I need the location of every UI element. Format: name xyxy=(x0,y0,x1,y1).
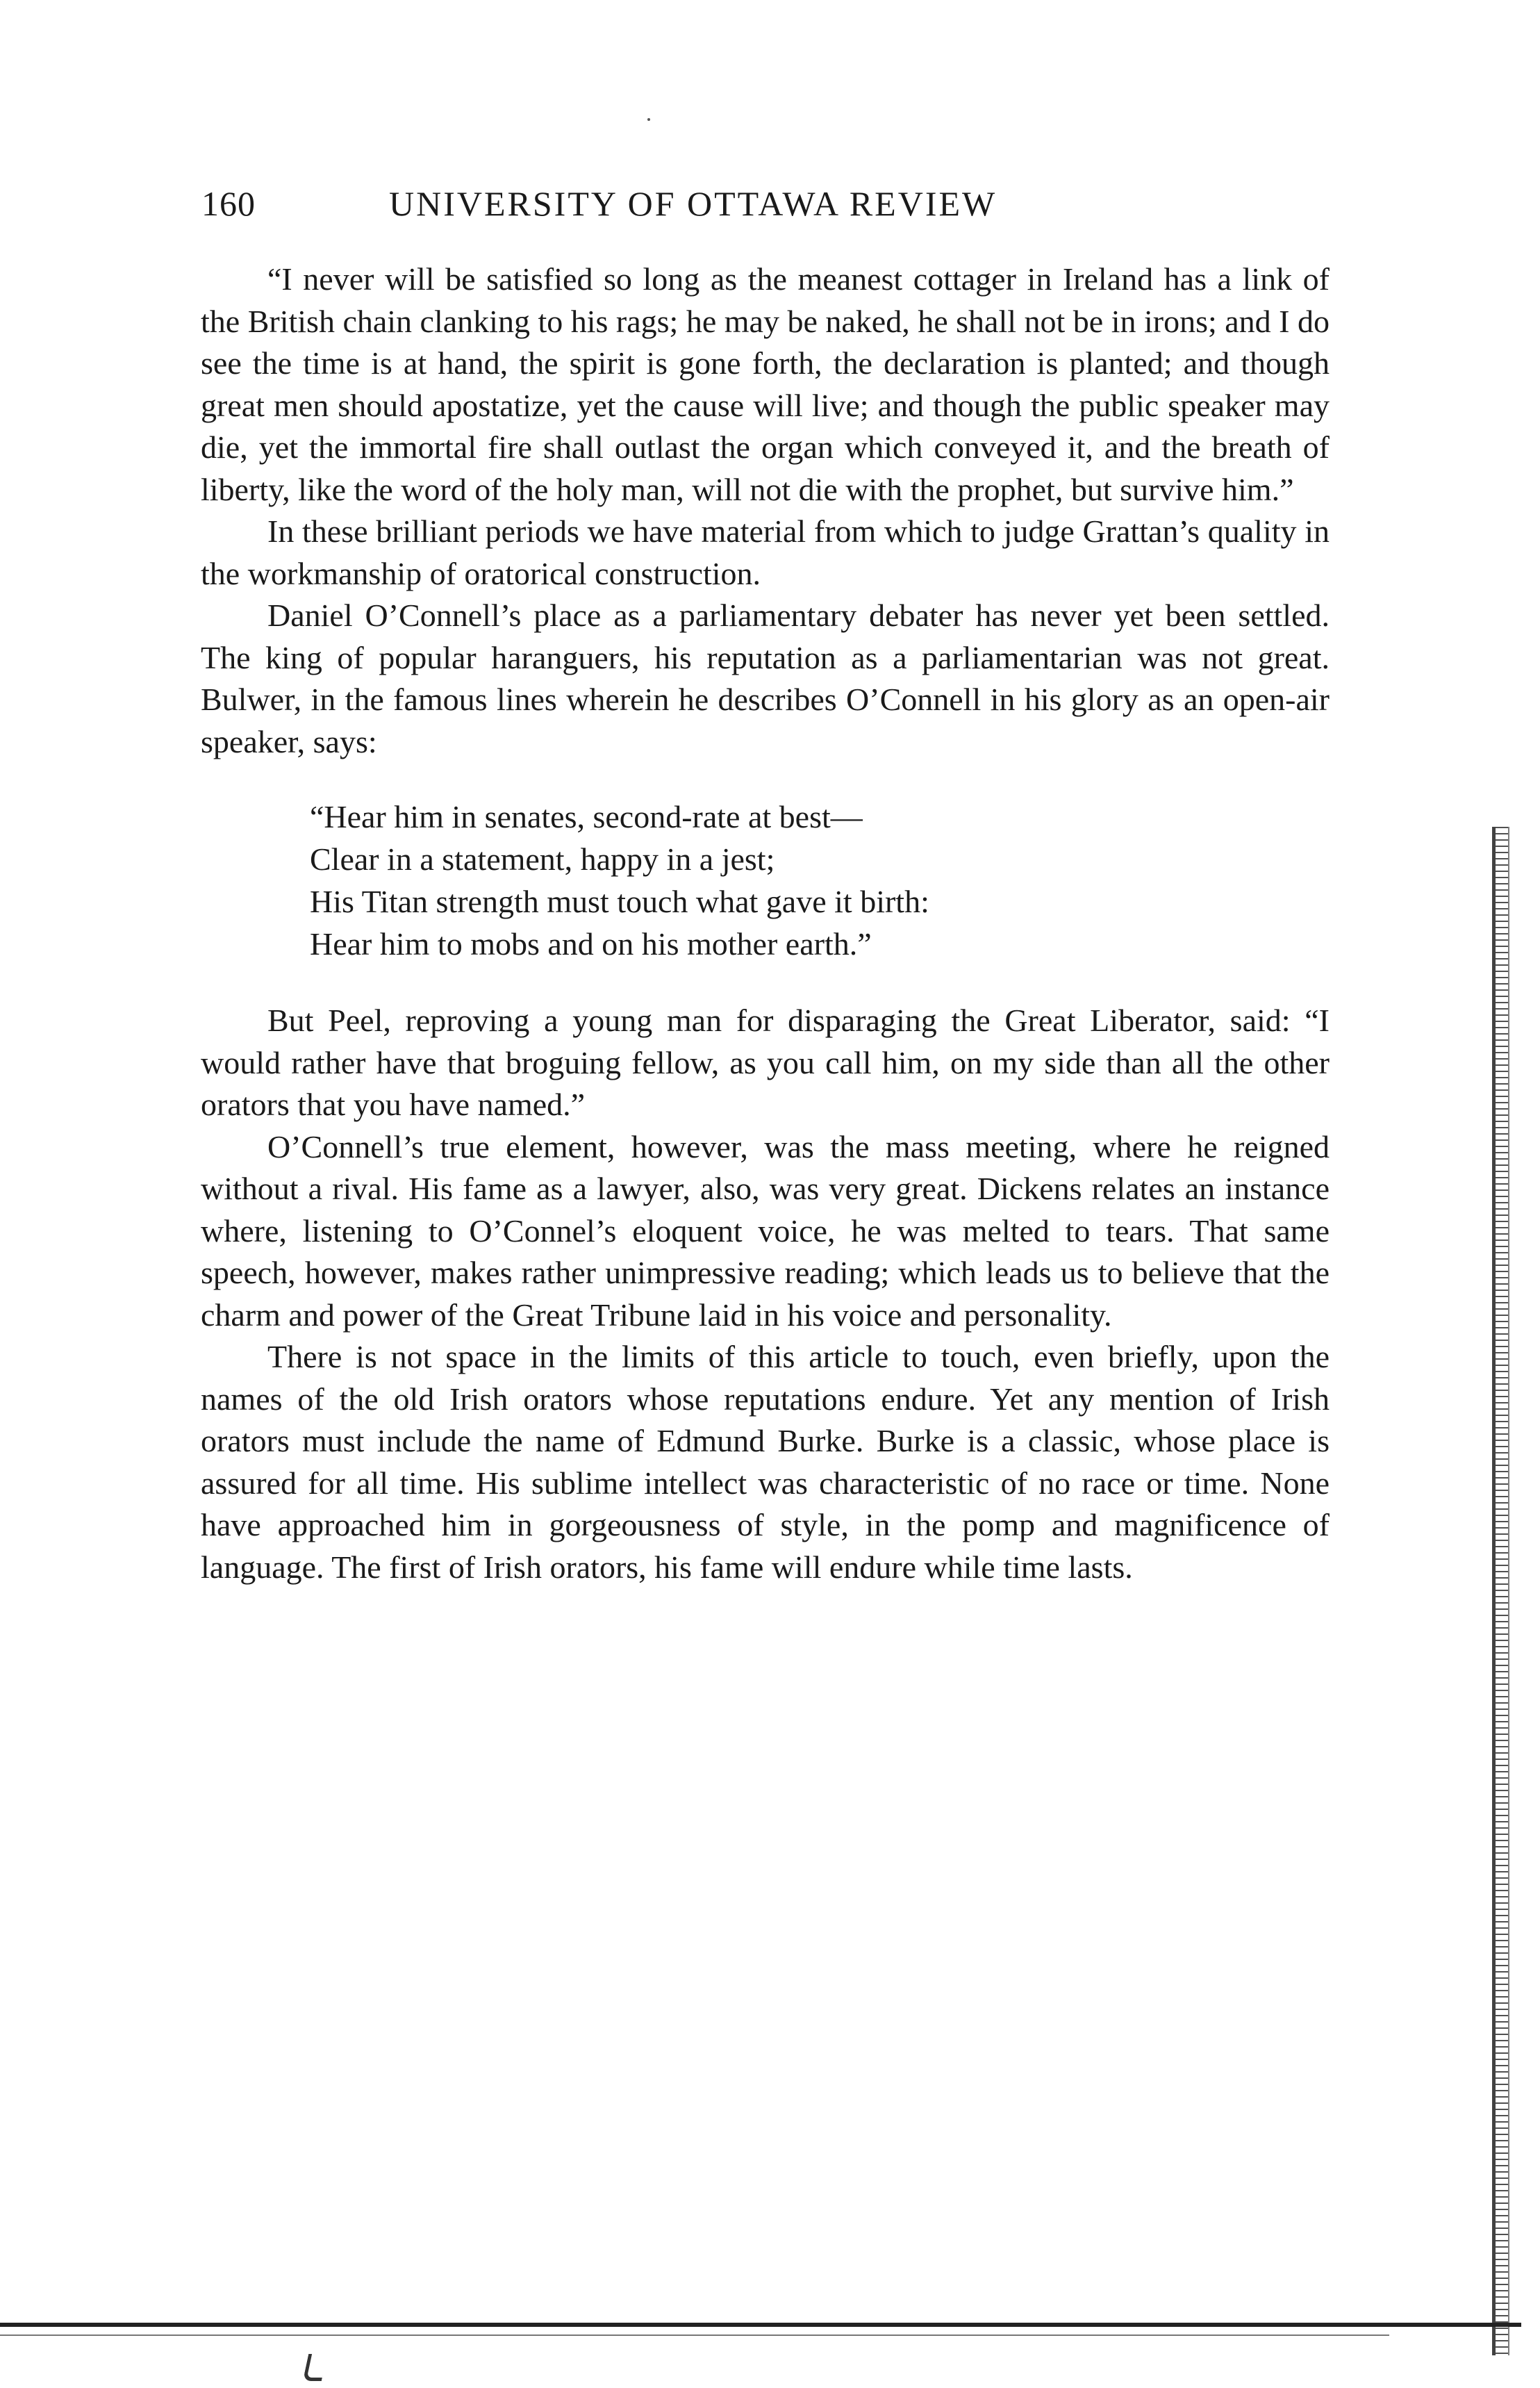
body-paragraph: In these brilliant periods we have material from which to judge Grattan’s quality in the workmanship of oratorical construction. xyxy=(201,513,1330,591)
scan-mark xyxy=(303,2354,327,2381)
journal-title: UNIVERSITY OF OTTAWA REVIEW xyxy=(389,184,997,223)
body-paragraph: Daniel O’Connell’s place as a parliamentary debater has never yet been settled. The king of popular haranguers, his reputation as a parliamentarian was not great. Bulwer, in the famous lines wherein he describes O’Connell in his glory as an open-air speaker, says: xyxy=(201,598,1330,759)
body-paragraph: But Peel, reproving a young man for disparaging the Great Liberator, said: “I would rather have that broguing fellow, as you call him, on my side than all the other orators that you have named.” xyxy=(201,1003,1330,1122)
body-paragraph: O’Connell’s true element, however, was the mass meeting, where he reigned without a rival. His fame as a lawyer, also, was very great. Dickens relates an instance where, listening to O’Connel’s eloquent voice, he was melted to tears. That same speech, however, makes rather unimpressive reading; which leads us to believe that the charm and power of the Great Tribune laid in his voice and personality. xyxy=(201,1128,1330,1333)
verse-quotation xyxy=(310,796,1330,965)
verse-line: Clear in a statement, happy in a jest; xyxy=(310,841,775,877)
scan-speck xyxy=(647,118,650,121)
verse-line: Hear him to mobs and on his mother earth.” xyxy=(310,926,872,962)
bottom-edge-line-thin xyxy=(0,2335,1389,2336)
verse-line: “Hear him in senates, second-rate at best— xyxy=(310,799,863,834)
page-number: 160 xyxy=(201,184,256,223)
quotation-paragraph: “I never will be satisfied so long as the meanest cottager in Ireland has a link of the British chain clanking to his rags; he may be naked, he shall not be in irons; and I do see the time is at hand, the spirit is gone forth, the declaration is planted; and though great men should apostatize, yet the cause will live; and though the public speaker may die, yet the immortal fire shall outlast the organ which conveyed it, and the breath of liberty, like the word of the holy man, will not die with the prophet, but survive him.” xyxy=(201,261,1330,507)
bottom-edge-line xyxy=(0,2323,1521,2327)
running-head xyxy=(201,179,1160,228)
verse-line: His Titan strength must touch what gave it birth: xyxy=(310,884,929,919)
body-paragraph: There is not space in the limits of this article to touch, even briefly, upon the names of the old Irish orators whose reputations endure. Yet any mention of Irish orators must include the name of Edmund Burke. Burke is a classic, whose place is assured for all time. His sublime intellect was characteristic of no race or time. None have approached him in gorgeousness of style, in the pomp and magnificence of language. The first of Irish orators, his fame will endure while time lasts. xyxy=(201,1339,1330,1585)
page-edge-binding xyxy=(1492,827,1509,2355)
article-body xyxy=(201,258,1330,1588)
